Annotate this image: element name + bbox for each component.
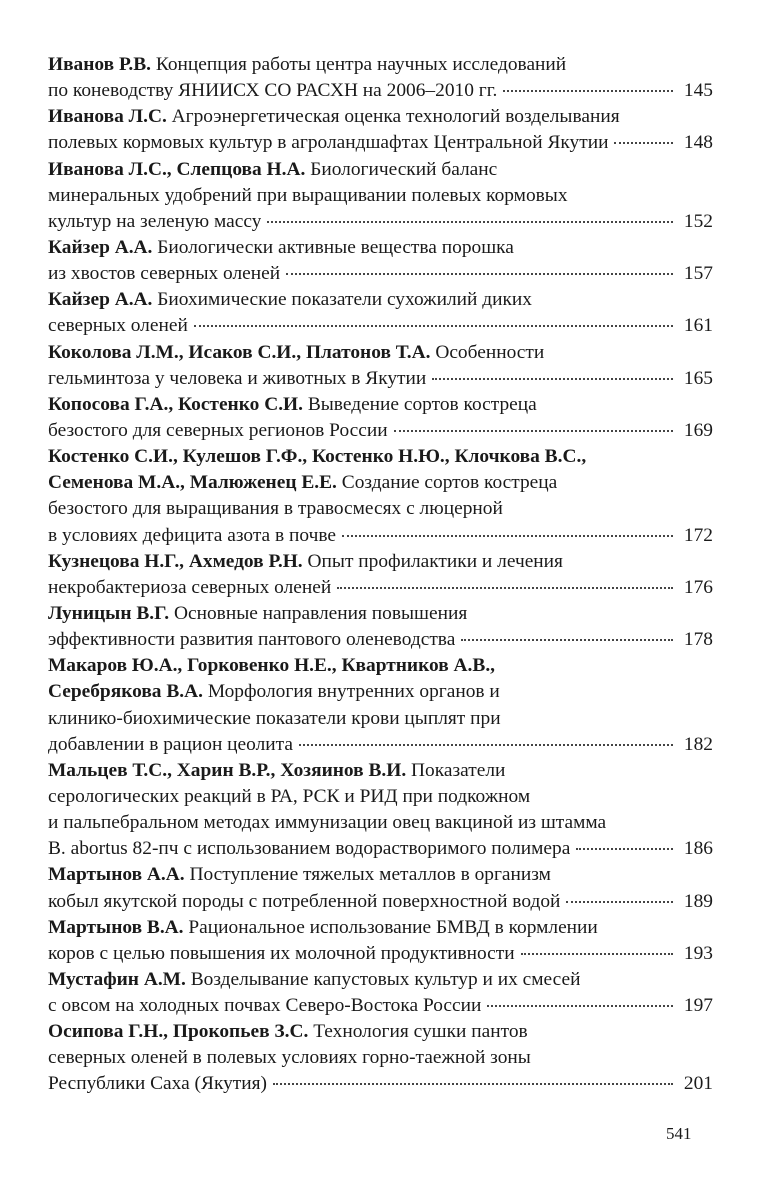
dot-leader (267, 221, 673, 223)
toc-line-text (48, 418, 388, 444)
toc-page-number: 161 (683, 315, 713, 337)
toc-line (48, 496, 713, 522)
toc-line (48, 627, 713, 653)
dot-leader (461, 639, 673, 641)
toc-line (48, 784, 713, 810)
toc-line (48, 104, 713, 130)
toc-title-text: культур на зеленую массу (48, 210, 262, 232)
toc-line-text (48, 758, 505, 784)
toc-line-text (48, 915, 598, 941)
toc-line-text (48, 313, 188, 339)
toc-title-text: Особенности (435, 341, 545, 363)
toc-title-text: Основные направления повышения (173, 602, 468, 624)
toc-title-text: северных оленей (48, 315, 188, 337)
toc-title-text: Концепция работы центра научных исследований (155, 54, 567, 75)
toc-page-number: 145 (683, 80, 713, 102)
toc-page-number: 178 (683, 629, 713, 651)
toc-title-text: Поступление тяжелых металлов в организм (189, 864, 551, 886)
dot-leader (503, 90, 673, 92)
toc-title-text: безостого для северных регионов России (48, 419, 388, 441)
toc-line-text (48, 470, 557, 496)
toc-line (48, 340, 713, 366)
toc-page-number: 189 (683, 890, 713, 912)
toc-line (48, 366, 713, 392)
toc-line (48, 706, 713, 732)
toc-line (48, 392, 713, 418)
toc-entry (48, 52, 713, 104)
toc-authors: Иванова Л.С., Слепцова Н.А. (48, 158, 306, 180)
toc-line (48, 418, 713, 444)
dot-leader (394, 430, 673, 432)
toc-line-text (48, 810, 606, 836)
table-of-contents (48, 52, 713, 1098)
toc-line-text (48, 1019, 528, 1045)
toc-line-text (48, 653, 495, 679)
toc-authors: Семенова М.А., Малюженец Е.Е. (48, 472, 337, 494)
toc-entry (48, 601, 713, 653)
toc-page-number: 182 (683, 733, 713, 755)
toc-line-text (48, 444, 586, 470)
toc-line-text (48, 52, 566, 78)
toc-title-text: серологических реакций в РА, РСК и РИД при подкожном (48, 785, 531, 807)
toc-entry (48, 915, 713, 967)
toc-title-text: безостого для выращивания в травосмесях с люцерной (48, 498, 503, 520)
dot-leader (614, 142, 673, 144)
toc-title-text: с овсом на холодных почвах Северо-Востока России (48, 995, 482, 1017)
toc-line (48, 52, 713, 78)
dot-leader (432, 378, 673, 380)
toc-page-number: 201 (683, 1073, 713, 1095)
toc-line (48, 444, 713, 470)
toc-line (48, 993, 713, 1019)
toc-line-text (48, 340, 544, 366)
dot-leader (342, 535, 673, 537)
dot-leader (487, 1005, 673, 1007)
toc-line-text (48, 235, 514, 261)
toc-line (48, 915, 713, 941)
dot-leader (337, 587, 673, 589)
toc-entry (48, 549, 713, 601)
dot-leader (286, 273, 673, 275)
toc-line-text (48, 784, 530, 810)
toc-line (48, 183, 713, 209)
toc-line (48, 130, 713, 156)
toc-line (48, 810, 713, 836)
toc-page-number: 148 (683, 132, 713, 154)
toc-line-text (48, 183, 568, 209)
toc-title-text: по коневодству ЯНИИСХ СО РАСХН на 2006–2010 гг. (48, 80, 498, 102)
toc-line (48, 732, 713, 758)
toc-line (48, 862, 713, 888)
toc-title-text: эффективности развития пантового оленеводства (48, 629, 456, 651)
toc-authors: Копосова Г.А., Костенко С.И. (48, 393, 303, 415)
toc-entry (48, 104, 713, 156)
toc-line (48, 235, 713, 261)
toc-title-text: Опыт профилактики и лечения (307, 550, 563, 572)
toc-line-text (48, 261, 280, 287)
toc-line (48, 941, 713, 967)
toc-line (48, 1045, 713, 1071)
toc-line-text (48, 549, 563, 575)
toc-page-number: 197 (683, 995, 713, 1017)
toc-entry (48, 653, 713, 758)
toc-authors: Серебрякова В.А. (48, 681, 203, 703)
toc-line (48, 549, 713, 575)
toc-line (48, 836, 713, 862)
toc-page-number: 172 (683, 524, 713, 546)
toc-entry (48, 157, 713, 235)
toc-authors: Костенко С.И., Кулешов Г.Ф., Костенко Н.Ю., Клочкова В.С., (48, 446, 587, 468)
toc-line (48, 889, 713, 915)
toc-title-text: северных оленей в полевых условиях горно-таежной зоны (48, 1047, 531, 1069)
toc-title-text: кобыл якутской породы с потребленной поверхностной водой (48, 890, 561, 912)
toc-entry (48, 444, 713, 549)
toc-line (48, 653, 713, 679)
toc-line (48, 601, 713, 627)
toc-line (48, 470, 713, 496)
toc-line (48, 679, 713, 705)
toc-page-number: 186 (683, 838, 713, 860)
dot-leader (273, 1083, 673, 1085)
toc-authors: Мартынов А.А. (48, 864, 185, 886)
toc-line-text (48, 601, 467, 627)
page-number: 541 (666, 1124, 692, 1143)
toc-title-text: Биохимические показатели сухожилий диких (157, 289, 532, 311)
toc-title-text: Создание сортов костреца (341, 472, 558, 494)
toc-line-text (48, 1071, 267, 1097)
dot-leader (194, 325, 673, 327)
toc-line (48, 157, 713, 183)
toc-line-text (48, 523, 336, 549)
toc-line (48, 261, 713, 287)
toc-entry (48, 340, 713, 392)
toc-authors: Иванова Л.С. (48, 106, 167, 128)
toc-line-text (48, 889, 560, 915)
toc-line-text (48, 627, 455, 653)
toc-title-text: Республики Саха (Якутия) (48, 1073, 268, 1095)
toc-line (48, 313, 713, 339)
toc-line-text (48, 78, 497, 104)
toc-line-text (48, 575, 331, 601)
toc-entry (48, 235, 713, 287)
toc-line (48, 523, 713, 549)
toc-line (48, 209, 713, 235)
toc-entry (48, 758, 713, 863)
toc-title-text: гельминтоза у человека и животных в Якутии (48, 367, 427, 389)
toc-page-number: 193 (683, 942, 713, 964)
toc-line (48, 78, 713, 104)
toc-authors: Кайзер А.А. (48, 289, 153, 311)
toc-title-text: клинико-биохимические показатели крови цыплят при (48, 707, 501, 729)
toc-line (48, 575, 713, 601)
toc-title-text: некробактериоза северных оленей (48, 576, 332, 598)
toc-title-text: и пальпебральном методах иммунизации овец вакциной из штамма (48, 812, 607, 834)
toc-line (48, 287, 713, 313)
toc-title-text: в условиях дефицита азота в почве (48, 524, 336, 546)
toc-line-text (48, 130, 608, 156)
toc-line-text (48, 706, 501, 732)
toc-line-text (48, 1045, 531, 1071)
toc-title-text: Биологически активные вещества порошка (157, 236, 514, 258)
dot-leader (521, 953, 673, 955)
toc-title-text: Морфология внутренних органов и (207, 681, 500, 703)
toc-entry (48, 1019, 713, 1097)
toc-line-text (48, 993, 481, 1019)
dot-leader (299, 744, 673, 746)
toc-authors: Кузнецова Н.Г., Ахмедов Р.Н. (48, 550, 303, 572)
toc-authors: Мартынов В.А. (48, 916, 184, 938)
dot-leader (566, 901, 673, 903)
toc-entry (48, 392, 713, 444)
toc-line-text (48, 496, 503, 522)
toc-entry (48, 287, 713, 339)
toc-line-text (48, 209, 261, 235)
toc-title-text: Агроэнергетическая оценка технологий возделывания (171, 106, 620, 128)
toc-authors: Коколова Л.М., Исаков С.И., Платонов Т.А. (48, 341, 431, 363)
toc-title-text: Показатели (411, 759, 506, 781)
toc-page-number: 152 (683, 210, 713, 232)
toc-title-text: B. abortus 82-пч с использованием водорастворимого полимера (48, 838, 571, 860)
toc-authors: Луницын В.Г. (48, 602, 170, 624)
toc-title-text: Выведение сортов костреца (307, 393, 537, 415)
toc-authors: Иванов Р.В. (48, 54, 152, 75)
toc-page-number: 176 (683, 576, 713, 598)
toc-line-text (48, 392, 537, 418)
toc-line-text (48, 836, 570, 862)
toc-authors: Мустафин А.М. (48, 968, 186, 990)
toc-line-text (48, 287, 532, 313)
toc-authors: Кайзер А.А. (48, 236, 153, 258)
toc-entry (48, 967, 713, 1019)
toc-authors: Осипова Г.Н., Прокопьев З.С. (48, 1021, 309, 1043)
toc-title-text: минеральных удобрений при выращивании полевых кормовых (48, 184, 568, 206)
toc-title-text: из хвостов северных оленей (48, 263, 281, 285)
toc-title-text: Биологический баланс (310, 158, 498, 180)
toc-entry (48, 862, 713, 914)
toc-authors: Макаров Ю.А., Горковенко Н.Е., Квартников А.В., (48, 655, 496, 677)
toc-line (48, 1071, 713, 1097)
toc-line-text (48, 679, 500, 705)
toc-authors: Мальцев Т.С., Харин В.Р., Хозяинов В.И. (48, 759, 407, 781)
toc-line-text (48, 862, 551, 888)
toc-line-text (48, 157, 497, 183)
toc-line-text (48, 104, 620, 130)
toc-title-text: Возделывание капустовых культур и их смесей (190, 968, 581, 990)
toc-line-text (48, 732, 293, 758)
toc-title-text: добавлении в рацион цеолита (48, 733, 293, 755)
toc-page-number: 165 (683, 367, 713, 389)
toc-line (48, 758, 713, 784)
toc-line (48, 1019, 713, 1045)
toc-line-text (48, 941, 515, 967)
toc-page-number: 157 (683, 263, 713, 285)
toc-line (48, 967, 713, 993)
toc-line-text (48, 967, 580, 993)
toc-line-text (48, 366, 426, 392)
toc-title-text: Рациональное использование БМВД в кормлении (188, 916, 598, 938)
toc-title-text: Технология сушки пантов (313, 1021, 528, 1043)
toc-page-number: 169 (683, 419, 713, 441)
toc-title-text: коров с целью повышения их молочной продуктивности (48, 942, 515, 964)
dot-leader (576, 848, 673, 850)
toc-title-text: полевых кормовых культур в агроландшафтах Центральной Якутии (48, 132, 609, 154)
